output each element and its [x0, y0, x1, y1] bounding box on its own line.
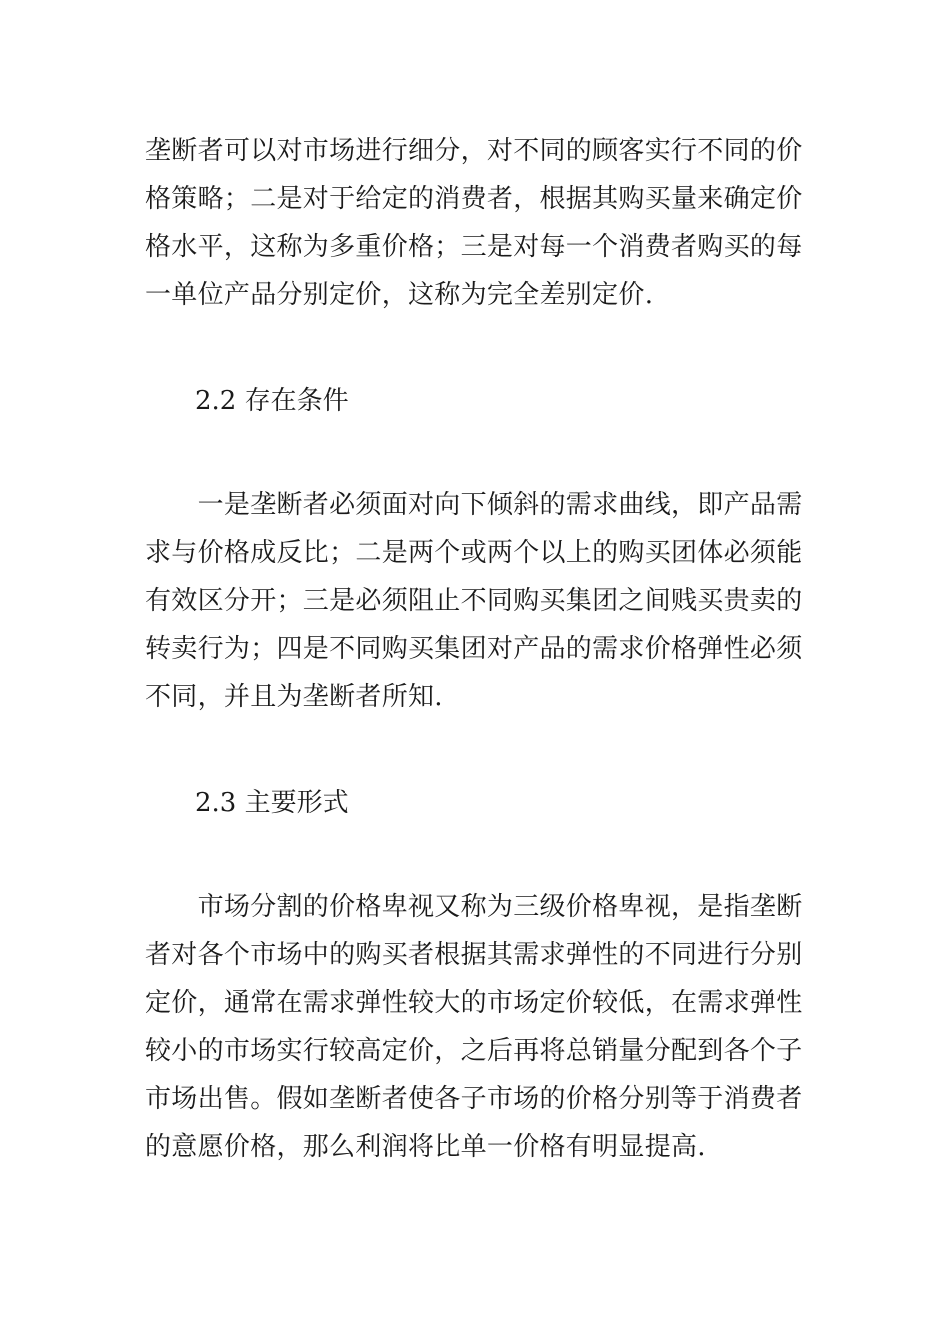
paragraph-line: 一单位产品分别定价，这称为完全差别定价. — [145, 280, 654, 310]
spacer — [145, 827, 807, 883]
spacer — [145, 425, 807, 481]
paragraph-line: 者对各个市场中的购买者根据其需求弹性的不同进行分别 — [145, 940, 803, 970]
paragraph-line: 定价，通常在需求弹性较大的市场定价较低，在需求弹性 — [145, 988, 803, 1018]
paragraph-3 — [145, 883, 807, 1171]
paragraph-line: 格水平，这称为多重价格；三是对每一个消费者购买的每 — [145, 232, 803, 262]
paragraph-2 — [145, 481, 807, 721]
paragraph-line: 一是垄断者必须面对向下倾斜的需求曲线，即产品需 — [145, 490, 803, 520]
paragraph-line: 垄断者可以对市场进行细分，对不同的顾客实行不同的价 — [145, 136, 803, 166]
paragraph-line: 有效区分开；三是必须阻止不同购买集团之间贱买贵卖的 — [145, 586, 803, 616]
spacer — [145, 319, 807, 377]
paragraph-line: 求与价格成反比；二是两个或两个以上的购买团体必须能 — [145, 538, 803, 568]
paragraph-1 — [145, 127, 807, 319]
section-heading-2-3: 2.3 主要形式 — [195, 788, 349, 818]
paragraph-line: 市场出售。假如垄断者使各子市场的价格分别等于消费者 — [145, 1084, 803, 1114]
paragraph-line: 格策略；二是对于给定的消费者，根据其购买量来确定价 — [145, 184, 803, 214]
paragraph-line: 较小的市场实行较高定价，之后再将总销量分配到各个子 — [145, 1036, 803, 1066]
paragraph-line: 的意愿价格，那么利润将比单一价格有明显提高. — [145, 1132, 706, 1162]
spacer — [145, 721, 807, 779]
document-page — [145, 127, 807, 1171]
paragraph-line: 不同，并且为垄断者所知. — [145, 682, 443, 712]
paragraph-line: 转卖行为；四是不同购买集团对产品的需求价格弹性必须 — [145, 634, 803, 664]
paragraph-line: 市场分割的价格卑视又称为三级价格卑视，是指垄断 — [145, 892, 803, 922]
section-heading-2-2: 2.2 存在条件 — [195, 386, 349, 416]
